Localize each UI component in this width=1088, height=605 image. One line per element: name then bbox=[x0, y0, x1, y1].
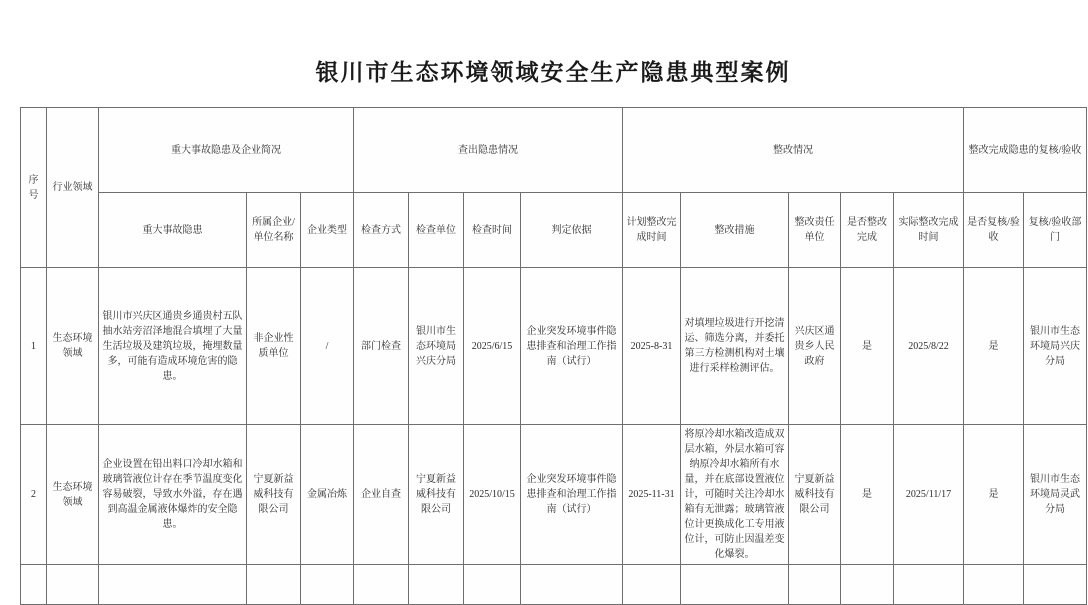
cell-review-dept: 银川市生态环境局灵武分局 bbox=[1024, 425, 1087, 565]
cell-actual-date: 2025/11/17 bbox=[894, 425, 964, 565]
cell-hazard: 企业设置在铅出料口冷却水箱和玻璃管液位计存在季节温度变化容易破裂，导致水外溢，存在遇到高温金属液体爆炸的安全隐患。 bbox=[99, 425, 247, 565]
cell-actual-date: 2025/8/22 bbox=[894, 268, 964, 425]
cell-company: 宁夏新益威科技有限公司 bbox=[247, 425, 301, 565]
cell-completed: 是 bbox=[841, 425, 894, 565]
cell-seq: 2 bbox=[21, 425, 47, 565]
table-row-partial bbox=[21, 565, 1087, 605]
header-planned-date: 计划整改完成时间 bbox=[623, 193, 681, 268]
cell-completed: 是 bbox=[841, 268, 894, 425]
header-group-hazard: 重大事故隐患及企业简况 bbox=[99, 108, 354, 193]
header-sub-row bbox=[21, 193, 1087, 268]
header-hazard: 重大事故隐患 bbox=[99, 193, 247, 268]
cell-check-date: 2025/6/15 bbox=[464, 268, 521, 425]
cell-industry: 生态环境领域 bbox=[47, 268, 99, 425]
cell-check-unit: 银川市生态环境局兴庆分局 bbox=[409, 268, 464, 425]
header-responsible-unit: 整改责任单位 bbox=[789, 193, 841, 268]
header-seq: 序号 bbox=[21, 108, 47, 268]
cell-planned-date: 2025-8-31 bbox=[623, 268, 681, 425]
cell-company-type: 金属冶炼 bbox=[301, 425, 354, 565]
header-check-unit: 检查单位 bbox=[409, 193, 464, 268]
cell-company-type: / bbox=[301, 268, 354, 425]
cell-check-method: 部门检查 bbox=[354, 268, 409, 425]
header-group-review: 整改完成隐患的复核/验收 bbox=[964, 108, 1087, 193]
cell-hazard: 银川市兴庆区通贵乡通贵村五队抽水站旁沼泽地混合填埋了大量生活垃圾及建筑垃圾，掩埋数量多，可能有造成环境危害的隐患。 bbox=[99, 268, 247, 425]
cell-responsible-unit: 宁夏新益威科技有限公司 bbox=[789, 425, 841, 565]
header-company-type: 企业类型 bbox=[301, 193, 354, 268]
cell-reviewed: 是 bbox=[964, 425, 1024, 565]
cell-seq: 1 bbox=[21, 268, 47, 425]
cell-check-date: 2025/10/15 bbox=[464, 425, 521, 565]
header-group-found: 查出隐患情况 bbox=[354, 108, 623, 193]
cell-planned-date: 2025-11-31 bbox=[623, 425, 681, 565]
cases-table bbox=[20, 107, 1087, 605]
table-row bbox=[21, 425, 1087, 565]
page-title: 银川市生态环境领域安全生产隐患典型案例 bbox=[315, 60, 791, 85]
cell-check-method: 企业自查 bbox=[354, 425, 409, 565]
header-industry: 行业领域 bbox=[47, 108, 99, 268]
header-review-dept: 复核/验收部门 bbox=[1024, 193, 1087, 268]
header-group-row bbox=[21, 108, 1087, 193]
cell-check-unit: 宁夏新益威科技有限公司 bbox=[409, 425, 464, 565]
header-check-date: 检查时间 bbox=[464, 193, 521, 268]
cell-industry: 生态环境领域 bbox=[47, 425, 99, 565]
table-row bbox=[21, 268, 1087, 425]
cell-reviewed: 是 bbox=[964, 268, 1024, 425]
cell-measures: 对填埋垃圾进行开挖清运、筛选分离，并委托第三方检测机构对土壤进行采样检测评估。 bbox=[681, 268, 789, 425]
header-check-method: 检查方式 bbox=[354, 193, 409, 268]
cell-measures: 将原冷却水箱改造成双层水箱，外层水箱可容纳原冷却水箱所有水量，并在底部设置液位计，可随时关注冷却水箱有无泄露；玻璃管液位计更换成化工专用液位计，可防止因温差变化爆裂。 bbox=[681, 425, 789, 565]
header-basis: 判定依据 bbox=[521, 193, 623, 268]
header-reviewed: 是否复核/验收 bbox=[964, 193, 1024, 268]
header-group-rectify: 整改情况 bbox=[623, 108, 964, 193]
cell-basis: 企业突发环境事件隐患排查和治理工作指南（试行） bbox=[521, 425, 623, 565]
cell-responsible-unit: 兴庆区通贵乡人民政府 bbox=[789, 268, 841, 425]
header-completed: 是否整改完成 bbox=[841, 193, 894, 268]
cell-review-dept: 银川市生态环境局兴庆分局 bbox=[1024, 268, 1087, 425]
header-actual-date: 实际整改完成时间 bbox=[894, 193, 964, 268]
header-company: 所属企业/单位名称 bbox=[247, 193, 301, 268]
cell-basis: 企业突发环境事件隐患排查和治理工作指南（试行） bbox=[521, 268, 623, 425]
header-measures: 整改措施 bbox=[681, 193, 789, 268]
cell-company: 非企业性质单位 bbox=[247, 268, 301, 425]
